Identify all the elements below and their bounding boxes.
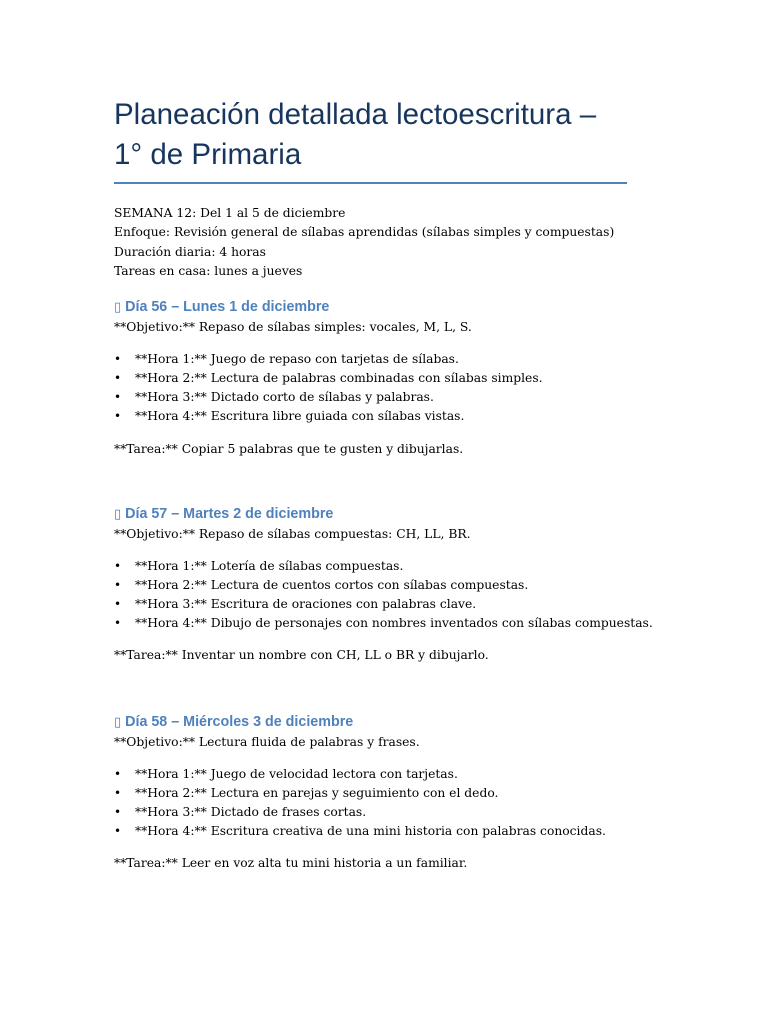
duration-line: Duración diaria: 4 horas — [114, 244, 266, 259]
day-section — [114, 297, 626, 458]
bullet-icon: • — [114, 805, 122, 820]
bullet-icon: • — [114, 577, 122, 592]
hour-item — [114, 557, 626, 576]
hour-item — [114, 822, 626, 841]
hours-list — [114, 350, 626, 426]
missing-glyph-icon: ▯ — [114, 505, 122, 521]
hour-text: **Hora 4:** Escritura libre guiada con sílabas vistas. — [135, 409, 465, 424]
hour-text: **Hora 3:** Dictado de frases cortas. — [135, 805, 367, 820]
bullet-icon: • — [114, 558, 122, 573]
hour-item — [114, 369, 626, 388]
hour-item — [114, 765, 626, 784]
focus-line: Enfoque: Revisión general de sílabas aprendidas (sílabas simples y compuestas) — [114, 225, 615, 240]
bullet-icon: • — [114, 596, 122, 611]
day-homework: **Tarea:** Inventar un nombre con CH, LL o BR y dibujarlo. — [114, 647, 489, 662]
bullet-icon: • — [114, 824, 122, 839]
bullet-icon: • — [114, 766, 122, 781]
bullet-icon: • — [114, 390, 122, 405]
day-heading — [114, 297, 626, 317]
title-underline — [114, 182, 627, 184]
bullet-icon: • — [114, 615, 122, 630]
hour-item — [114, 407, 626, 426]
hour-text: **Hora 1:** Juego de repaso con tarjetas de sílabas. — [135, 352, 459, 367]
bullet-icon: • — [114, 409, 122, 424]
hour-text: **Hora 2:** Lectura en parejas y seguimiento con el dedo. — [135, 786, 499, 801]
missing-glyph-icon: ▯ — [114, 299, 122, 315]
day-heading — [114, 712, 626, 732]
document-title: Planeación detallada lectoescritura – 1° de Primaria — [114, 98, 597, 171]
day-heading-text: Día 58 – Miércoles 3 de diciembre — [125, 713, 354, 730]
day-section — [114, 504, 653, 665]
hours-list — [114, 557, 653, 633]
hour-item — [114, 784, 626, 803]
hour-item — [114, 576, 626, 595]
hour-text: **Hora 2:** Lectura de palabras combinadas con sílabas simples. — [135, 371, 543, 386]
hour-text: **Hora 3:** Escritura de oraciones con palabras clave. — [135, 596, 477, 611]
bullet-icon: • — [114, 352, 122, 367]
day-objective: **Objetivo:** Lectura fluida de palabras y frases. — [114, 734, 420, 749]
week-info — [114, 204, 626, 281]
hour-text: **Hora 4:** Escritura creativa de una mini historia con palabras conocidas. — [135, 824, 606, 839]
hour-text: **Hora 1:** Juego de velocidad lectora con tarjetas. — [135, 766, 458, 781]
day-section — [114, 712, 626, 873]
missing-glyph-icon: ▯ — [114, 713, 122, 729]
day-heading — [114, 504, 626, 524]
hour-item — [114, 350, 626, 369]
hour-text: **Hora 3:** Dictado corto de sílabas y palabras. — [135, 390, 434, 405]
hour-item — [114, 803, 626, 822]
hour-text: **Hora 4:** Dibujo de personajes con nombres inventados con sílabas compuestas. — [135, 615, 653, 630]
day-objective: **Objetivo:** Repaso de sílabas compuestas: CH, LL, BR. — [114, 526, 471, 541]
hour-text: **Hora 2:** Lectura de cuentos cortos con sílabas compuestas. — [135, 577, 529, 592]
day-heading-text: Día 57 – Martes 2 de diciembre — [125, 505, 334, 522]
day-homework: **Tarea:** Copiar 5 palabras que te gusten y dibujarlas. — [114, 441, 464, 456]
bullet-icon: • — [114, 371, 122, 386]
document-page — [114, 95, 653, 873]
day-homework: **Tarea:** Leer en voz alta tu mini historia a un familiar. — [114, 856, 468, 871]
hour-item — [114, 614, 653, 633]
hour-item — [114, 388, 626, 407]
hour-text: **Hora 1:** Lotería de sílabas compuestas. — [135, 558, 404, 573]
hour-item — [114, 595, 626, 614]
hours-list — [114, 765, 626, 841]
homework-days-line: Tareas en casa: lunes a jueves — [114, 263, 303, 278]
bullet-icon: • — [114, 786, 122, 801]
day-heading-text: Día 56 – Lunes 1 de diciembre — [125, 299, 330, 316]
day-objective: **Objetivo:** Repaso de sílabas simples: vocales, M, L, S. — [114, 320, 472, 335]
week-line: SEMANA 12: Del 1 al 5 de diciembre — [114, 206, 346, 220]
